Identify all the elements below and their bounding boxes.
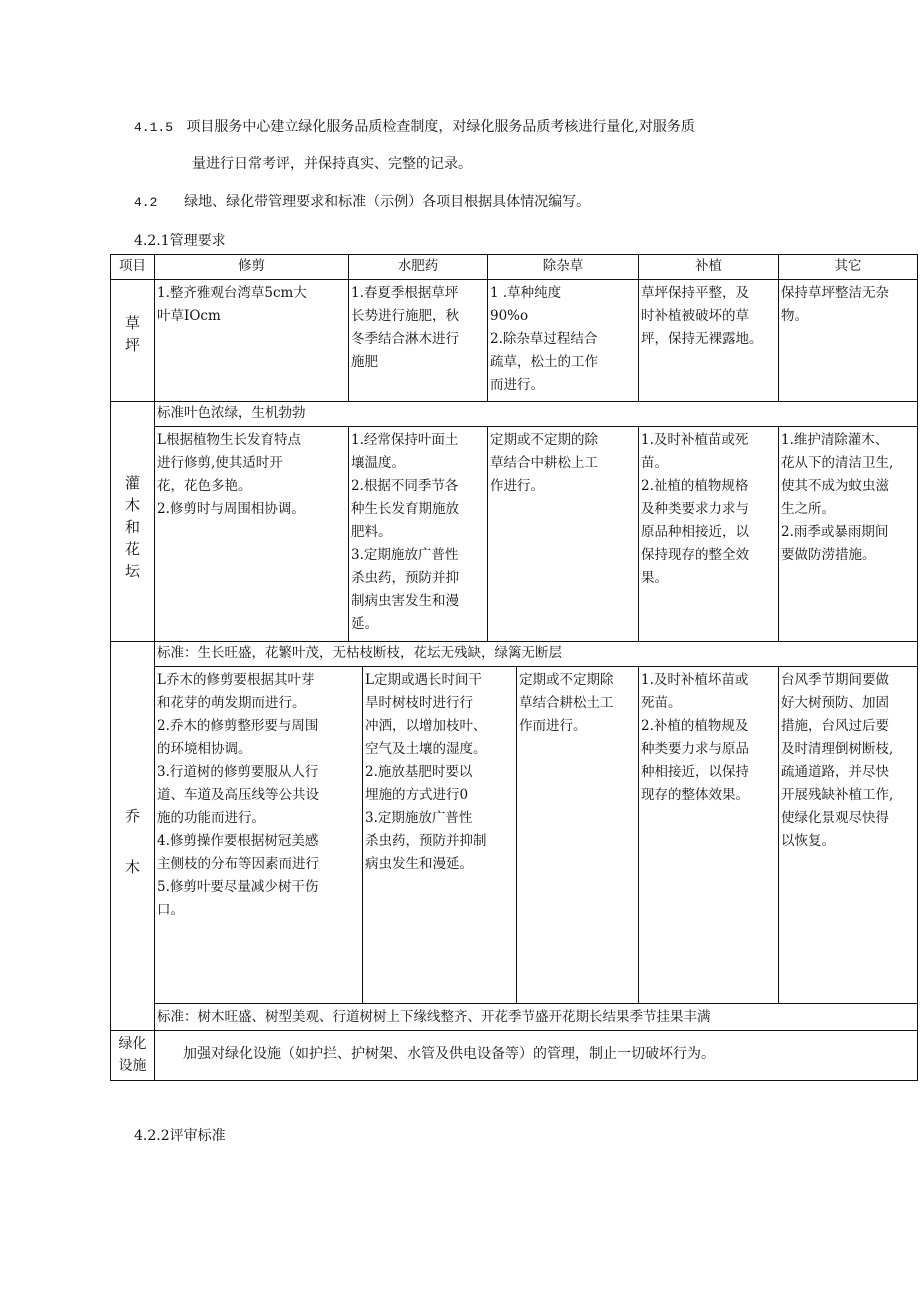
shrub-other: 1.维护清除灌木、 花从下的清洁卫生, 使其不成为蚊虫滋 生之所。 2.雨季或暴雨期间 要做防涝措施。 xyxy=(781,432,894,563)
row-label-shrub: 灌 木 和 花 坛 xyxy=(124,474,140,580)
tree-replant: 1.及时补植坏苗或 死苗。 2.补植的植物规及 种类要力求与原品 种相接近，以保持 现存的整体效果。 xyxy=(641,672,749,803)
header-project: 项目 xyxy=(119,258,146,274)
paragraph-4-1-5-continued: 量进行日常考评，并保持真实、完整的记录。 xyxy=(192,156,472,172)
paragraph-4-1-5 xyxy=(134,117,695,138)
lawn-other: 保持草坪整洁无杂 物。 xyxy=(781,285,889,324)
section-number: 4.2 xyxy=(134,195,158,210)
tree-other: 台风季节期间要做 好大树预防、加固 措施，台风过后要 及时清理倒树断枝, 疏通道路，并尽快 开展残缺补植工作, 使绿化景观尽快得 以恢复。 xyxy=(781,672,894,849)
header-weeding: 除杂草 xyxy=(542,258,584,274)
section-number: 4.1.5 xyxy=(134,120,174,135)
row-label-lawn: 草 坪 xyxy=(124,314,140,354)
row-label-facility: 绿化 设施 xyxy=(118,1036,147,1074)
facility-text: 加强对绿化设施（如护拦、护树架、水管及供电设备等）的管理，制止一切破坏行为。 xyxy=(183,1046,715,1062)
paragraph-text: 项目服务中心建立绿化服务品质检查制度，对绿化服务品质考核进行量化,对服务质 xyxy=(186,119,695,135)
tree-weeding: 定期或不定期除 草结合耕松土工 作而进行。 xyxy=(519,672,614,734)
row-label-tree-bottom: 木 xyxy=(124,858,140,876)
shrub-weeding: 定期或不定期的除 草结合中耕松上工 作进行。 xyxy=(490,432,598,494)
header-fertilizer: 水肥药 xyxy=(397,258,439,274)
shrub-replant: 1.及时补植苗或死 苗。 2.祉植的植物规格 及种类要求力求与 原品种相接近，以 保持现存的整全效 果。 xyxy=(641,432,749,586)
lawn-weeding: 1 .草种纯度 90%o 2.除杂草过程结合 疏草，松土的工作 而进行。 xyxy=(490,285,598,393)
tree-standard-bottom: 标准：树木旺盛、树型美观、行道树树上下缘线整齐、开花季节盛开花期长结果季节挂果丰满 xyxy=(157,1009,711,1025)
tree-prune: L乔木的修剪要根据其叶芽 和花芽的萌发期而进行。 2.乔木的修剪整形要与周围 的环境相协调。 3.行道树的修剪要服从人行 道、车道及高压线等公共设 施的功能而进行。 4.修剪操作要根据树冠美感 主侧枝的分布等因素而进行 5.修剪叶要尽量减少树干伤 口。 xyxy=(157,672,319,918)
shrub-standard: 标准叶色浓绿，生机勃勃 xyxy=(157,405,306,421)
header-prune: 修剪 xyxy=(238,258,265,274)
tree-fertilizer: L定期或遇长时间干 旱时树枝时进行行 冲洒，以增加枝叶、 空气及土壤的湿度。 2.施放基肥时要以 埋施的方式进行0 3.定期施放广普性 杀虫药，预防并抑制 病虫发生和漫延。 xyxy=(365,672,487,872)
lawn-prune: 1.整齐雅观台湾草5cm大 叶草IOcm xyxy=(157,285,307,324)
heading-4-2-2: 4.2.2评审标准 xyxy=(134,1128,226,1144)
row-label-tree-top: 乔 xyxy=(124,807,140,825)
paragraph-4-2 xyxy=(134,192,590,213)
management-table xyxy=(110,254,918,1081)
heading-4-2-1: 4.2.1管理要求 xyxy=(134,233,226,249)
shrub-prune: L根据植物生长发育特点 进行修剪,使其适时开 花，花色多艳。 2.修剪时与周围相协调。 xyxy=(157,432,305,517)
header-other: 其它 xyxy=(834,258,862,274)
header-replant: 补植 xyxy=(695,258,722,274)
lawn-replant: 草坪保持平整，及 时补植被破坏的草 坪，保持无裸露地。 xyxy=(641,285,763,347)
lawn-fertilizer: 1.春夏季根据草坪 长势进行施肥，秋 冬季结合淋木进行 施肥 xyxy=(351,285,459,370)
shrub-fertilizer: 1.经常保持叶面土 壤温度。 2.根据不同季节各 种生长发育期施放 肥料。 3.定期施放广普性 杀虫药，预防并抑 制病虫害发生和漫 延。 xyxy=(351,432,459,632)
tree-standard-top: 标准：生长旺盛，花繁叶茂，无枯枝断枝，花坛无残缺，绿篱无断层 xyxy=(157,645,562,661)
paragraph-text: 绿地、绿化带管理要求和标准（示例）各项目根据具体情况编写。 xyxy=(184,194,591,210)
